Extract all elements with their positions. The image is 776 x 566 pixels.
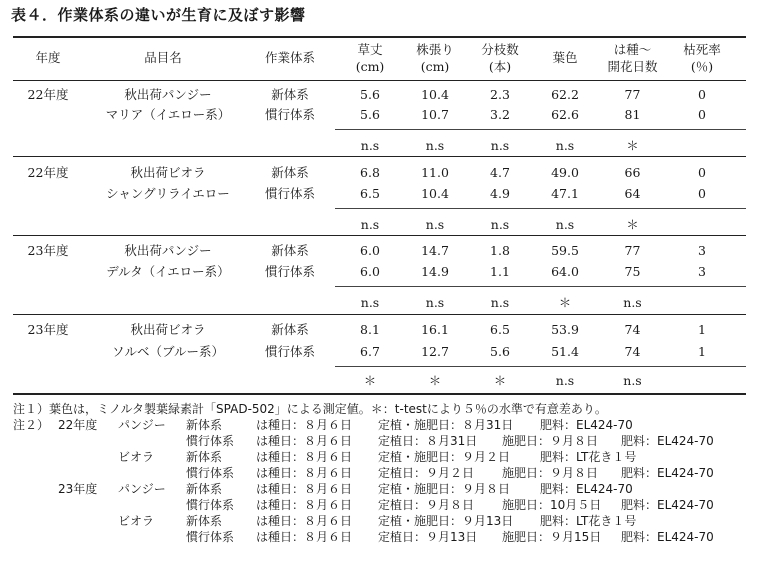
header-height: 草丈 <box>357 42 383 57</box>
group-variety-name: ソルベ（ブルー系） <box>111 344 224 359</box>
table-bottom-rule <box>13 393 746 395</box>
schedule-sowing: は種日：８月６日 <box>256 530 353 544</box>
sig-height: n.s <box>360 138 380 153</box>
cell-spread: 10.4 <box>421 186 449 201</box>
cell-death-rate: 3 <box>698 264 706 279</box>
table-top-rule <box>13 36 746 38</box>
schedule-planting: 定植・施肥日：９月８日 <box>378 482 511 496</box>
sig-spread: n.s <box>425 295 445 310</box>
group-year: 22年度 <box>27 165 69 180</box>
cell-days: 66 <box>624 165 641 180</box>
group-variety: 秋出荷パンジー <box>124 87 212 102</box>
cell-leaf-color: 62.2 <box>551 87 579 102</box>
schedule-crop: パンジー <box>118 482 166 496</box>
header-leaf-color: 葉色 <box>552 50 578 65</box>
schedule-fertilizer: 肥料：EL424-70 <box>621 530 714 544</box>
cell-days: 81 <box>624 107 641 122</box>
sig-days: n.s <box>623 295 642 310</box>
sig-height: n.s <box>360 217 380 232</box>
cell-height: 6.7 <box>360 344 380 359</box>
schedule-planting: 定植日：９月２日 <box>378 466 475 480</box>
row-system: 新体系 <box>271 322 309 337</box>
schedule-planting: 定植日：９月13日 <box>378 530 478 544</box>
cell-days: 74 <box>624 322 641 337</box>
cell-days: 75 <box>624 264 641 279</box>
header-branches: 分枝数 <box>481 42 519 57</box>
schedule-planting: 定植・施肥日：９月２日 <box>378 450 511 464</box>
cell-height: 6.5 <box>360 186 380 201</box>
sig-spread: n.s <box>425 138 445 153</box>
cell-death-rate: 1 <box>698 322 706 337</box>
schedule-system: 新体系 <box>186 418 223 432</box>
schedule-fertilizing-date: 施肥日：９月８日 <box>502 466 599 480</box>
group-year: 23年度 <box>27 243 69 258</box>
schedule-planting: 定植・施肥日：９月13日 <box>378 514 514 528</box>
schedule-system: 慣行体系 <box>186 498 235 512</box>
header-days-to-flower-2: 開花日数 <box>607 59 658 74</box>
schedule-sowing: は種日：８月６日 <box>256 450 353 464</box>
cell-branches: 6.5 <box>490 322 510 337</box>
cell-branches: 1.1 <box>490 264 510 279</box>
schedule-fertilizing-date: 施肥日：10月５日 <box>502 498 602 512</box>
row-system: 慣行体系 <box>264 344 315 359</box>
header-death-rate-unit: (％) <box>690 59 714 74</box>
schedule-fertilizer: 肥料：EL424-70 <box>540 418 633 432</box>
cell-spread: 14.7 <box>421 243 449 258</box>
schedule-system: 新体系 <box>186 450 223 464</box>
row-system: 慣行体系 <box>264 186 315 201</box>
header-days-to-flower: は種～ <box>613 42 652 57</box>
cell-death-rate: 0 <box>698 165 706 180</box>
header-variety: 品目名 <box>144 50 182 65</box>
schedule-sowing: は種日：８月６日 <box>256 482 353 496</box>
group-variety: 秋出荷パンジー <box>124 243 212 258</box>
schedule-crop: ビオラ <box>118 514 155 528</box>
header-death-rate: 枯死率 <box>683 42 721 57</box>
header-height-unit: (cm) <box>355 59 385 74</box>
cell-death-rate: 1 <box>698 344 706 359</box>
sig-days: n.s <box>623 373 642 388</box>
row-system: 慣行体系 <box>264 264 315 279</box>
schedule-crop: ビオラ <box>118 450 155 464</box>
sig-leaf-color: ＊ <box>558 295 572 310</box>
header-year: 年度 <box>35 50 61 65</box>
schedule-sowing: は種日：８月６日 <box>256 418 353 432</box>
group-year: 23年度 <box>27 322 69 337</box>
header-system: 作業体系 <box>264 50 315 65</box>
cell-days: 74 <box>624 344 641 359</box>
group-rule <box>13 156 746 157</box>
group-rule <box>13 235 746 236</box>
cell-height: 5.6 <box>360 87 380 102</box>
schedule-sowing: は種日：８月６日 <box>256 434 353 448</box>
cell-branches: 5.6 <box>490 344 510 359</box>
cell-branches: 3.2 <box>490 107 510 122</box>
cell-branches: 4.9 <box>490 186 510 201</box>
sig-height: ＊ <box>363 373 377 388</box>
sig-leaf-color: n.s <box>555 373 575 388</box>
sig-rule <box>335 366 746 367</box>
sig-spread: ＊ <box>428 373 442 388</box>
cell-leaf-color: 62.6 <box>551 107 579 122</box>
cell-days: 64 <box>624 186 641 201</box>
group-variety-name: デルタ（イエロー系） <box>106 264 230 279</box>
cell-branches: 1.8 <box>490 243 510 258</box>
group-rule <box>13 314 746 315</box>
cell-branches: 2.3 <box>490 87 510 102</box>
schedule-fertilizer: 肥料：LT花き１号 <box>540 514 637 528</box>
header-branches-unit: (本) <box>488 59 512 74</box>
cell-height: 6.8 <box>360 165 380 180</box>
header-spread: 株張り <box>416 42 454 57</box>
row-system: 新体系 <box>271 165 309 180</box>
sig-leaf-color: n.s <box>555 217 575 232</box>
row-system: 新体系 <box>271 243 309 258</box>
note-1: 注１）葉色は，ミノルタ製葉緑素計「SPAD-502」による測定値。＊：t-testにより５％の水準で有意差あり。 <box>13 402 607 416</box>
cell-spread: 10.4 <box>421 87 449 102</box>
schedule-sowing: は種日：８月６日 <box>256 498 353 512</box>
schedule-sowing: は種日：８月６日 <box>256 466 353 480</box>
note-2-prefix: 注２） <box>13 418 50 432</box>
schedule-planting: 定植日：８月31日 <box>378 434 478 448</box>
cell-leaf-color: 47.1 <box>551 186 579 201</box>
cell-days: 77 <box>624 243 641 258</box>
schedule-system: 新体系 <box>186 514 223 528</box>
cell-death-rate: 0 <box>698 107 706 122</box>
group-variety: 秋出荷ビオラ <box>130 165 206 180</box>
cell-leaf-color: 49.0 <box>551 165 579 180</box>
cell-height: 6.0 <box>360 243 380 258</box>
cell-spread: 12.7 <box>421 344 449 359</box>
cell-death-rate: 0 <box>698 87 706 102</box>
cell-spread: 10.7 <box>421 107 449 122</box>
row-system: 新体系 <box>271 87 309 102</box>
schedule-fertilizer: 肥料：EL424-70 <box>621 466 714 480</box>
cell-death-rate: 0 <box>698 186 706 201</box>
schedule-fertilizing-date: 施肥日：９月８日 <box>502 434 599 448</box>
cell-leaf-color: 53.9 <box>551 322 579 337</box>
cell-height: 6.0 <box>360 264 380 279</box>
cell-days: 77 <box>624 87 641 102</box>
schedule-year: 23年度 <box>58 482 98 496</box>
schedule-crop: パンジー <box>118 418 166 432</box>
sig-rule <box>335 208 746 209</box>
group-year: 22年度 <box>27 87 69 102</box>
schedule-sowing: は種日：８月６日 <box>256 514 353 528</box>
group-variety: 秋出荷ビオラ <box>130 322 206 337</box>
schedule-system: 慣行体系 <box>186 530 235 544</box>
cell-height: 5.6 <box>360 107 380 122</box>
table-title: 表４．作業体系の違いが生育に及ぼす影響 <box>11 6 306 24</box>
row-system: 慣行体系 <box>264 107 315 122</box>
cell-death-rate: 3 <box>698 243 706 258</box>
cell-spread: 16.1 <box>421 322 449 337</box>
schedule-year: 22年度 <box>58 418 98 432</box>
cell-leaf-color: 59.5 <box>551 243 579 258</box>
schedule-fertilizer: 肥料：EL424-70 <box>540 482 633 496</box>
cell-spread: 11.0 <box>421 165 449 180</box>
schedule-fertilizer: 肥料：EL424-70 <box>621 434 714 448</box>
sig-branches: n.s <box>490 217 510 232</box>
sig-leaf-color: n.s <box>555 138 575 153</box>
sig-branches: n.s <box>490 138 510 153</box>
header-spread-unit: (cm) <box>420 59 450 74</box>
sig-branches: n.s <box>490 295 510 310</box>
schedule-fertilizing-date: 施肥日：９月15日 <box>502 530 602 544</box>
schedule-system: 慣行体系 <box>186 466 235 480</box>
cell-leaf-color: 51.4 <box>551 344 579 359</box>
sig-spread: n.s <box>425 217 445 232</box>
schedule-planting: 定植・施肥日：８月31日 <box>378 418 514 432</box>
header-rule <box>13 80 746 81</box>
schedule-fertilizer: 肥料：LT花き１号 <box>540 450 637 464</box>
sig-height: n.s <box>360 295 380 310</box>
schedule-system: 慣行体系 <box>186 434 235 448</box>
cell-height: 8.1 <box>360 322 380 337</box>
sig-rule <box>335 129 746 130</box>
cell-branches: 4.7 <box>490 165 510 180</box>
sig-branches: ＊ <box>493 373 507 388</box>
group-variety-name: シャングリライエロー <box>106 186 230 201</box>
cell-leaf-color: 64.0 <box>551 264 579 279</box>
cell-spread: 14.9 <box>421 264 449 279</box>
schedule-system: 新体系 <box>186 482 223 496</box>
schedule-planting: 定植日：９月８日 <box>378 498 475 512</box>
schedule-fertilizer: 肥料：EL424-70 <box>621 498 714 512</box>
sig-rule <box>335 286 746 287</box>
sig-days: ＊ <box>626 217 639 232</box>
sig-days: ＊ <box>626 138 639 153</box>
group-variety-name: マリア（イエロー系） <box>105 107 231 122</box>
